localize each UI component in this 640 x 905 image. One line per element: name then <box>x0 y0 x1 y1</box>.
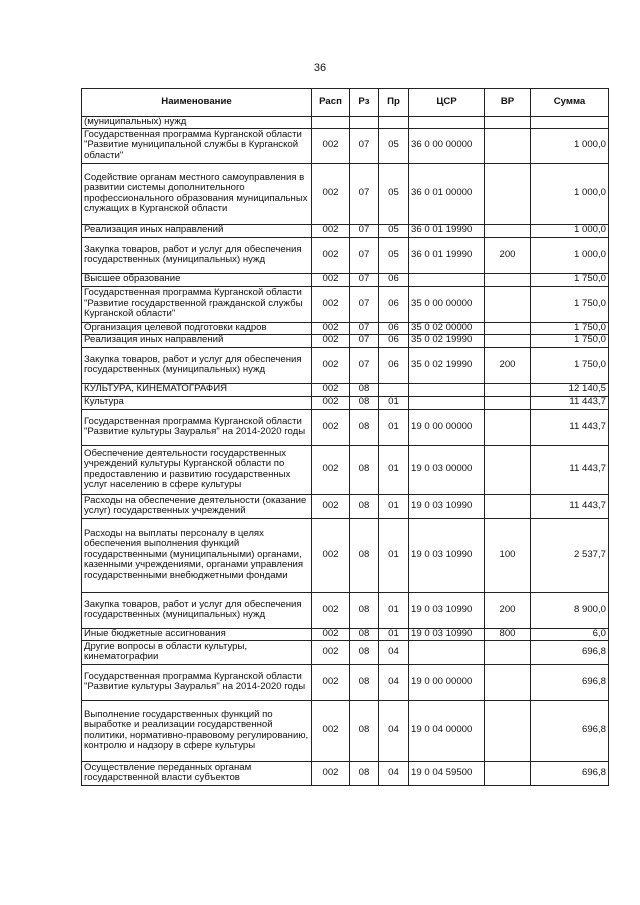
cell-rz: 08 <box>350 383 379 396</box>
cell-rz: 07 <box>350 128 379 163</box>
cell-pr <box>379 117 409 129</box>
cell-name: Закупка товаров, работ и услуг для обеспечения государственных (муниципальных) нужд <box>82 592 312 628</box>
table-row <box>82 592 609 628</box>
cell-sum: 6,0 <box>531 628 609 640</box>
cell-csr: 19 0 03 00000 <box>409 445 485 494</box>
cell-sum: 11 443,7 <box>531 409 609 445</box>
cell-rasp: 002 <box>312 700 350 761</box>
cell-rasp: 002 <box>312 286 350 322</box>
cell-vr <box>485 664 531 700</box>
cell-rasp: 002 <box>312 334 350 347</box>
cell-csr: 35 0 02 19990 <box>409 347 485 383</box>
cell-rz: 08 <box>350 592 379 628</box>
cell-rz: 07 <box>350 224 379 237</box>
cell-rz: 08 <box>350 761 379 785</box>
table-row <box>82 322 609 334</box>
cell-rz: 08 <box>350 640 379 664</box>
cell-csr: 19 0 03 10990 <box>409 592 485 628</box>
cell-csr: 35 0 02 19990 <box>409 334 485 347</box>
cell-rasp: 002 <box>312 383 350 396</box>
cell-rz: 07 <box>350 237 379 273</box>
cell-rz <box>350 117 379 129</box>
table-row <box>82 628 609 640</box>
cell-name: Государственная программа Курганской области "Развитие культуры Зауралья" на 2014-2020 годы <box>82 664 312 700</box>
cell-pr: 04 <box>379 761 409 785</box>
cell-vr <box>485 700 531 761</box>
cell-rz: 08 <box>350 409 379 445</box>
cell-sum: 696,8 <box>531 640 609 664</box>
cell-csr <box>409 383 485 396</box>
table-row <box>82 409 609 445</box>
cell-pr: 01 <box>379 628 409 640</box>
cell-vr <box>485 409 531 445</box>
cell-pr: 06 <box>379 286 409 322</box>
cell-name: Расходы на выплаты персоналу в целях обеспечения выполнения функций государственными (муниципальными) органами, казенными учреждениями, органами управления государственными внебюджетными фондами <box>82 518 312 592</box>
cell-pr: 04 <box>379 664 409 700</box>
cell-rasp: 002 <box>312 347 350 383</box>
cell-rz: 08 <box>350 494 379 518</box>
cell-rz: 08 <box>350 396 379 409</box>
cell-csr <box>409 396 485 409</box>
cell-rz: 07 <box>350 322 379 334</box>
cell-csr: 36 0 01 19990 <box>409 224 485 237</box>
header-csr: ЦСР <box>409 89 485 117</box>
cell-csr: 36 0 01 00000 <box>409 163 485 224</box>
header-vr: ВР <box>485 89 531 117</box>
cell-rasp: 002 <box>312 592 350 628</box>
cell-csr: 35 0 02 00000 <box>409 322 485 334</box>
cell-name: Выполнение государственных функций по выработке и реализации государственной политики, нормативно-правовому регулированию, контролю и надзору в сфере культуры <box>82 700 312 761</box>
cell-rz: 08 <box>350 445 379 494</box>
cell-sum: 696,8 <box>531 664 609 700</box>
cell-rasp: 002 <box>312 664 350 700</box>
cell-pr: 01 <box>379 409 409 445</box>
cell-name: Государственная программа Курганской области "Развитие государственной гражданской службы Курганской области" <box>82 286 312 322</box>
cell-rasp: 002 <box>312 322 350 334</box>
budget-table <box>81 88 609 786</box>
header-pr: Пр <box>379 89 409 117</box>
cell-csr: 19 0 03 10990 <box>409 518 485 592</box>
cell-name: Иные бюджетные ассигнования <box>82 628 312 640</box>
cell-sum: 1 750,0 <box>531 273 609 286</box>
cell-sum: 1 750,0 <box>531 347 609 383</box>
cell-pr: 06 <box>379 334 409 347</box>
cell-csr: 19 0 04 59500 <box>409 761 485 785</box>
cell-name: Высшее образование <box>82 273 312 286</box>
table-row <box>82 700 609 761</box>
cell-name: Другие вопросы в области культуры, кинематографии <box>82 640 312 664</box>
cell-pr: 01 <box>379 445 409 494</box>
cell-name: Обеспечение деятельности государственных учреждений культуры Курганской области по предоставлению и развитию государственных услуг населению в сфере культуры <box>82 445 312 494</box>
cell-pr: 01 <box>379 592 409 628</box>
table-row <box>82 286 609 322</box>
cell-vr <box>485 761 531 785</box>
cell-name: Организация целевой подготовки кадров <box>82 322 312 334</box>
table-row <box>82 273 609 286</box>
cell-sum <box>531 117 609 129</box>
table-row <box>82 445 609 494</box>
table-row <box>82 237 609 273</box>
cell-pr: 04 <box>379 640 409 664</box>
cell-vr <box>485 286 531 322</box>
page-number: 36 <box>313 62 327 74</box>
cell-vr <box>485 396 531 409</box>
cell-vr: 800 <box>485 628 531 640</box>
cell-rz: 08 <box>350 518 379 592</box>
header-name: Наименование <box>82 89 312 117</box>
cell-sum: 1 000,0 <box>531 224 609 237</box>
cell-sum: 1 750,0 <box>531 286 609 322</box>
cell-rasp: 002 <box>312 128 350 163</box>
cell-rasp: 002 <box>312 761 350 785</box>
cell-sum: 8 900,0 <box>531 592 609 628</box>
cell-rasp: 002 <box>312 445 350 494</box>
cell-rz: 07 <box>350 347 379 383</box>
cell-csr: 36 0 00 00000 <box>409 128 485 163</box>
table-row <box>82 518 609 592</box>
table-header-row <box>82 89 609 117</box>
cell-rasp: 002 <box>312 163 350 224</box>
cell-pr: 06 <box>379 322 409 334</box>
cell-rasp: 002 <box>312 409 350 445</box>
cell-pr: 05 <box>379 224 409 237</box>
cell-name: (муниципальных) нужд <box>82 117 312 129</box>
cell-vr <box>485 640 531 664</box>
cell-vr: 100 <box>485 518 531 592</box>
cell-csr: 19 0 00 00000 <box>409 409 485 445</box>
table-row <box>82 128 609 163</box>
cell-rasp: 002 <box>312 518 350 592</box>
cell-csr: 19 0 04 00000 <box>409 700 485 761</box>
cell-vr <box>485 117 531 129</box>
header-rz: Рз <box>350 89 379 117</box>
cell-name: Осуществление переданных органам государственной власти субъектов <box>82 761 312 785</box>
table-row <box>82 117 609 129</box>
cell-pr: 04 <box>379 700 409 761</box>
cell-pr: 06 <box>379 273 409 286</box>
cell-sum: 11 443,7 <box>531 494 609 518</box>
cell-vr: 200 <box>485 347 531 383</box>
cell-rasp <box>312 117 350 129</box>
cell-vr <box>485 494 531 518</box>
table-row <box>82 640 609 664</box>
cell-vr: 200 <box>485 592 531 628</box>
cell-sum: 696,8 <box>531 761 609 785</box>
cell-csr: 35 0 00 00000 <box>409 286 485 322</box>
cell-vr <box>485 273 531 286</box>
cell-rz: 07 <box>350 334 379 347</box>
cell-name: Культура <box>82 396 312 409</box>
cell-name: Реализация иных направлений <box>82 224 312 237</box>
cell-sum: 1 750,0 <box>531 334 609 347</box>
table-row <box>82 494 609 518</box>
cell-vr <box>485 334 531 347</box>
cell-rasp: 002 <box>312 494 350 518</box>
cell-pr: 05 <box>379 128 409 163</box>
cell-sum: 11 443,7 <box>531 396 609 409</box>
table-row <box>82 163 609 224</box>
cell-pr: 01 <box>379 494 409 518</box>
cell-rz: 08 <box>350 664 379 700</box>
cell-vr <box>485 445 531 494</box>
cell-sum: 1 000,0 <box>531 237 609 273</box>
cell-name: Государственная программа Курганской области "Развитие культуры Зауралья" на 2014-2020 годы <box>82 409 312 445</box>
table-row <box>82 761 609 785</box>
cell-pr: 01 <box>379 518 409 592</box>
cell-csr: 19 0 03 10990 <box>409 494 485 518</box>
table-row <box>82 664 609 700</box>
cell-rz: 07 <box>350 163 379 224</box>
cell-name: КУЛЬТУРА, КИНЕМАТОГРАФИЯ <box>82 383 312 396</box>
cell-csr <box>409 640 485 664</box>
cell-csr: 19 0 03 10990 <box>409 628 485 640</box>
cell-rz: 08 <box>350 628 379 640</box>
cell-rasp: 002 <box>312 237 350 273</box>
cell-csr: 36 0 01 19990 <box>409 237 485 273</box>
cell-sum: 1 000,0 <box>531 163 609 224</box>
cell-name: Расходы на обеспечение деятельности (оказание услуг) государственных учреждений <box>82 494 312 518</box>
cell-pr: 05 <box>379 163 409 224</box>
cell-csr: 19 0 00 00000 <box>409 664 485 700</box>
table-row <box>82 224 609 237</box>
cell-vr <box>485 224 531 237</box>
cell-sum: 11 443,7 <box>531 445 609 494</box>
cell-rz: 08 <box>350 700 379 761</box>
cell-rasp: 002 <box>312 396 350 409</box>
cell-name: Реализация иных направлений <box>82 334 312 347</box>
cell-pr: 01 <box>379 396 409 409</box>
cell-rasp: 002 <box>312 273 350 286</box>
cell-rasp: 002 <box>312 224 350 237</box>
cell-name: Закупка товаров, работ и услуг для обеспечения государственных (муниципальных) нужд <box>82 347 312 383</box>
cell-sum: 1 000,0 <box>531 128 609 163</box>
cell-vr <box>485 163 531 224</box>
cell-vr: 200 <box>485 237 531 273</box>
cell-sum: 696,8 <box>531 700 609 761</box>
cell-csr <box>409 117 485 129</box>
table-row <box>82 347 609 383</box>
cell-name: Государственная программа Курганской области "Развитие муниципальной службы в Курганской области" <box>82 128 312 163</box>
cell-rz: 07 <box>350 273 379 286</box>
cell-rz: 07 <box>350 286 379 322</box>
cell-vr <box>485 322 531 334</box>
cell-name: Закупка товаров, работ и услуг для обеспечения государственных (муниципальных) нужд <box>82 237 312 273</box>
cell-sum: 12 140,5 <box>531 383 609 396</box>
header-rasp: Расп <box>312 89 350 117</box>
cell-sum: 1 750,0 <box>531 322 609 334</box>
cell-pr: 05 <box>379 237 409 273</box>
header-sum: Сумма <box>531 89 609 117</box>
cell-rasp: 002 <box>312 640 350 664</box>
table-row <box>82 383 609 396</box>
cell-csr <box>409 273 485 286</box>
cell-vr <box>485 128 531 163</box>
cell-rasp: 002 <box>312 628 350 640</box>
cell-sum: 2 537,7 <box>531 518 609 592</box>
table-row <box>82 334 609 347</box>
table-row <box>82 396 609 409</box>
cell-pr: 06 <box>379 347 409 383</box>
cell-vr <box>485 383 531 396</box>
cell-pr <box>379 383 409 396</box>
cell-name: Содействие органам местного самоуправления в развитии системы дополнительного профессионального образования муниципальных служащих в Курганской области <box>82 163 312 224</box>
